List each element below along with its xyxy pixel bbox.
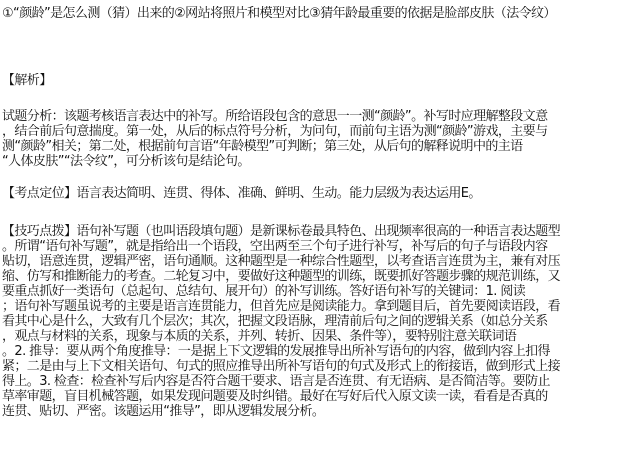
answer-line: ①“颜龄”是怎么测（猜）出来的②网站将照片和模型对比③猜年龄最重要的依据是脸部皮肤（法令纹） xyxy=(2,6,556,21)
tips-block xyxy=(2,224,628,419)
tips-line: 连贯、贴切、严密。该题运用“推导”，即从逻辑发展分析。 xyxy=(2,404,325,419)
tips-line: 。所谓“语句补写题”，就是指给出一个语段，空出两至三个句子进行补写，补写后的句子与语段内容 xyxy=(2,239,548,254)
tips-line: 。2. 推导：要从两个角度推导：一是据上下文逻辑的发展推导出所补写语句的内容，做到内容上扣得 xyxy=(2,344,550,359)
analysis-line: 测“颜龄”相关；第二处，根据前句言语“年龄模型”可判断；第三处，从后句的解释说明中的主语 xyxy=(2,139,523,154)
tips-line: 缩、仿写和推断能力的考查。二轮复习中，要做好这种题型的训练，既要抓好答题步骤的规范训练，又 xyxy=(2,269,561,284)
analysis-block xyxy=(2,109,628,169)
tips-line: ；语句补写题虽说考的主要是语言连贯能力，但首先应是阅读能力。拿到题目后，首先要阅读语段，看 xyxy=(2,299,561,314)
tips-line: 要重点抓好一类语句（总起句、总结句、展开句）的补写训练。答好语句补写的关键词：1. 阅读 xyxy=(2,284,526,299)
analysis-heading: 【解析】 xyxy=(2,73,52,88)
analysis-line: “人体皮肤”“法令纹”，可分析该句是结论句。 xyxy=(2,154,250,169)
tips-line: 草率审题，盲目机械答题，如果发现问题要及时纠错。最好在写好后代入原文读一读，看看是否真的 xyxy=(2,389,548,404)
tips-line: 看其中心是什么，大致有几个层次；其次，把握文段语脉，理清前后句之间的逻辑关系（如总分关系 xyxy=(2,314,548,329)
tips-line: ，观点与材料的关系，现象与本质的关系，并列、转折、因果、条件等），要特别注意关联词语 xyxy=(2,329,517,344)
tips-line: 【技巧点拨】语句补写题（也叫语段填句题）是新课标卷最具特色、出现频率很高的一种语言表达题型 xyxy=(2,224,561,239)
tips-line: 得上。3. 检查：检查补写后内容是否符合题干要求、语言是否连贯、有无语病、是否简洁等。要防止 xyxy=(2,374,550,389)
point-line: 【考点定位】语言表达简明、连贯、得体、准确、鲜明、生动。能力层级为表达运用E。 xyxy=(2,186,481,201)
analysis-line: ，结合前后句意揣度。第一处，从后的标点符号分析，为问句，而前句主语为测“颜龄”游戏，主要与 xyxy=(2,124,548,139)
tips-line: 紧；二是由与上下文相关语句、句式的照应推导出所补写语句的句式及形式上的衔接语，做到形式上接 xyxy=(2,359,561,374)
answer-block xyxy=(2,6,628,21)
tips-line: 贴切，语意连贯，逻辑严密，语句通顺。这种题型是一种综合性题型，以考查语言连贯为主，兼有对压 xyxy=(2,254,561,269)
analysis-line: 试题分析：该题考核语言表达中的补写。所给语段包含的意思一一测“颜龄”。补写时应理解整段文意 xyxy=(2,109,548,124)
point-block xyxy=(2,186,628,201)
analysis-heading-block xyxy=(2,73,628,88)
